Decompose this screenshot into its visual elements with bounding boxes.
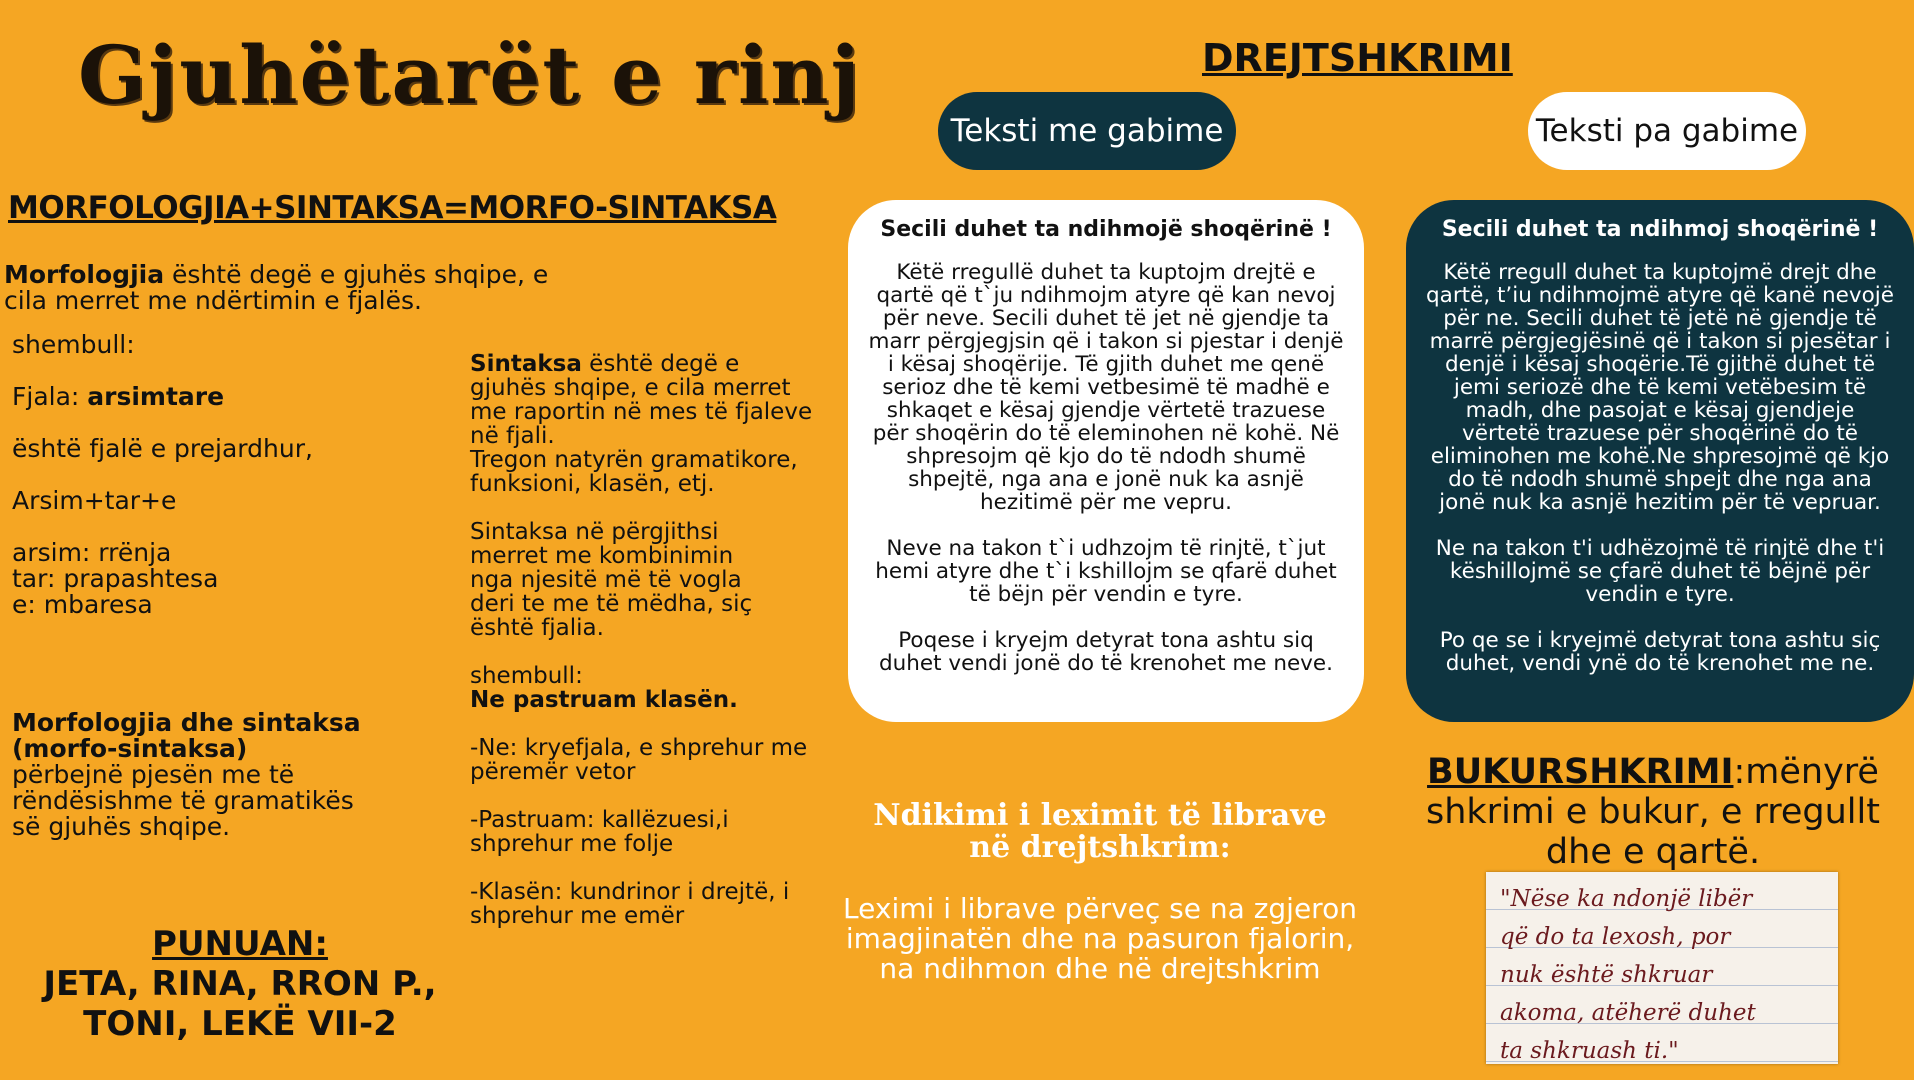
page-title: Gjuhëtarët e rinj xyxy=(78,28,862,122)
handwriting-photo: "Nëse ka ndonjë libër që do ta lexosh, por nuk është shkruar akoma, atëherë duhet ta shkruash ti." xyxy=(1486,872,1838,1064)
sintaksa-term: Sintaksa xyxy=(470,351,582,377)
text-with-errors-box: Secili duhet ta ndihmojë shoqërinë ! Këtë rregullë duhet ta kuptojm drejtë e qartë që t`ju ndihmojm atyre që kan nevoj për neve. Secili duhet të jet në gjendje ta marr përgjegjsin që i takon si pjestar i denjë i kësaj shoqërije. Të gjith duhet me qenë serioz dhe të kemi vetbesimë të madhë e shkaqet e kësaj gjendje vërtetë trazuese për shoqërin do të eleminohen në kohë. Në shpresojm që kjo do të ndodh shumë shpejtë, nga ana e jonë nuk ka asnjë hezitimë për me vepru. Neve na takon t`i udhzojm të rinjtë, t`jut hemi atyre dhe t`i kshillojm se qfarë duhet të bëjn për vendin e tyre. Poqese i kryejm detyrat tona ashtu siq duhet vendi jonë do të krenohet me neve. xyxy=(848,200,1364,722)
sintaksa-section: Sintaksa është degë e gjuhës shqipe, e cila merret me raportin në mes të fjaleve në fjali. Tregon natyrën gramatikore, funksioni, klasën, etj. Sintaksa në përgjithsi merret me kombinimin nga njesitë më të vogla deri te me të mëdha, siç është fjalia. shembull: Ne pastruam klasën. -Ne: kryefjala, e shprehur me përemër vetor -Pastruam: kallëzuesi,i shprehur me folje -Klasën: kundrinor i drejtë, i shprehur me emër xyxy=(470,351,813,929)
bukurshkrimi-definition: BUKURSHKRIMI:mënyrë shkrimi e bukur, e rregullt dhe e qartë. xyxy=(1426,752,1880,872)
bukurshkrimi-term: BUKURSHKRIMI xyxy=(1427,752,1734,792)
ndikimi-body: Leximi i librave përveç se na zgjeron imagjinatën dhe na pasuron fjalorin, na ndihmon dhe në drejtshkrim xyxy=(843,892,1357,985)
drejtshkrimi-heading: DREJTSHKRIMI xyxy=(1202,36,1513,80)
authors-credit: PUNUAN: JETA, RINA, RRON P., TONI, LEKË VII-2 xyxy=(43,924,437,1044)
text-without-errors-box: Secili duhet ta ndihmoj shoqërinë ! Këtë rregull duhet ta kuptojmë drejt dhe qartë, t’iu ndihmojmë atyre që kanë nevojë për ne. Secili duhet të jetë në gjendje të marrë përgjegjësinë që i takon si pjesëtar i denjë i kësaj shoqërie.Të gjithë duhet të jemi seriozë dhe të kemi vetëbesim të madh, dhe pasojat e kësaj gjendjeje vërtetë trazuese për shoqërinë do të eliminohen me kohë.Ne shpresojmë që kjo do të ndodh shumë shpejt dhe nga ana jonë nuk ka asnjë hezitim për të vepruar. Ne na takon t'i udhëzojmë të rinjtë dhe t'i këshillojmë se çfarë duhet të bëjnë për vendin e tyre. Po qe se i kryejmë detyrat tona ashtu siç duhet, vendi ynë do të krenohet me ne. xyxy=(1406,200,1914,722)
pill-text-with-errors: Teksti me gabime xyxy=(938,92,1236,170)
morfologjia-example: shembull: Fjala: arsimtare është fjalë e prejardhur, Arsim+tar+e arsim: rrënja tar: prapashtesa e: mbaresa xyxy=(12,330,313,619)
sintaksa-example: Ne pastruam klasën. xyxy=(470,687,738,713)
ndikimi-heading: Ndikimi i leximit të librave në drejtshkrim: xyxy=(873,798,1327,865)
morfo-sintaksa-note: Morfologjia dhe sintaksa (morfo-sintaksa) përbejnë pjesën me të rëndësishme të gramatikës së gjuhës shqipe. xyxy=(12,708,361,841)
pill-text-without-errors: Teksti pa gabime xyxy=(1528,92,1806,170)
morfo-sintaksa-heading: MORFOLOGJIA+SINTAKSA=MORFO-SINTAKSA xyxy=(8,190,777,226)
morfologjia-definition: Morfologjia është degë e gjuhës shqipe, e cila merret me ndërtimin e fjalës. xyxy=(4,260,549,315)
morfologjia-term: Morfologjia xyxy=(4,260,165,289)
example-word: arsimtare xyxy=(87,382,225,411)
